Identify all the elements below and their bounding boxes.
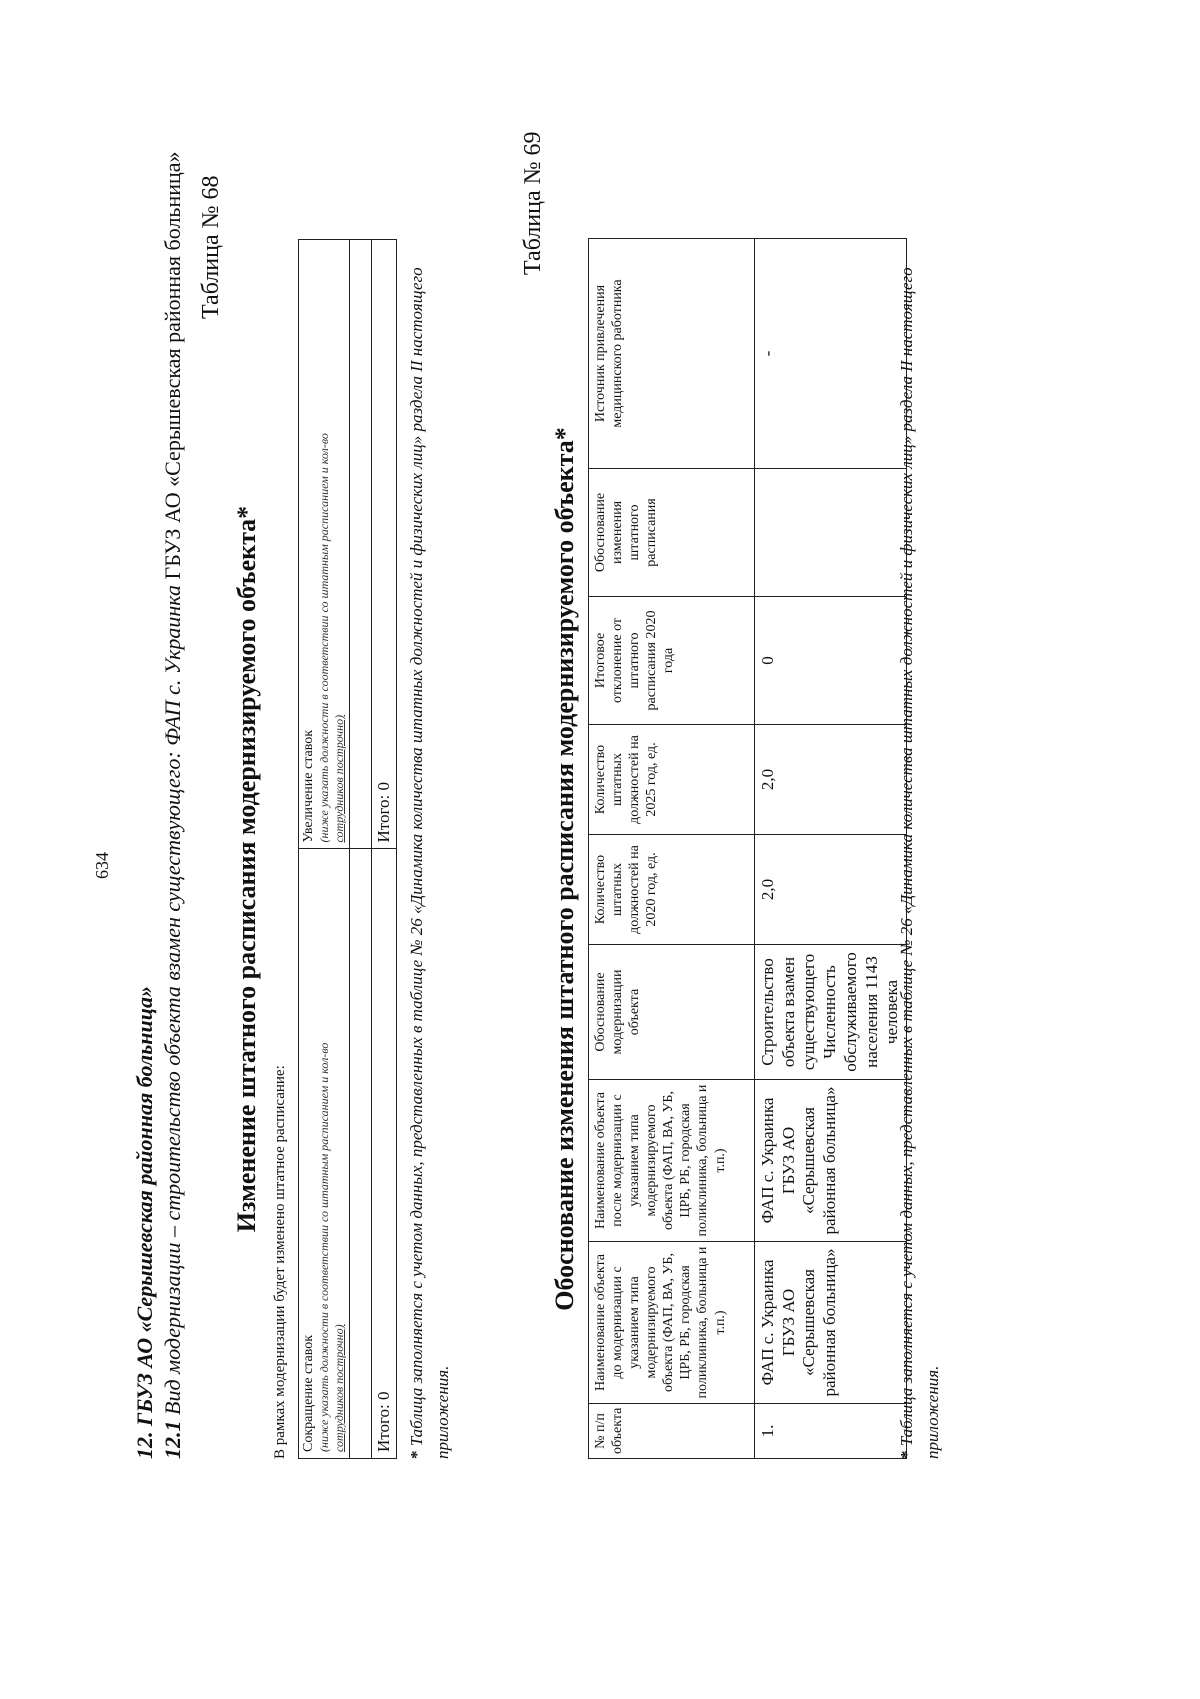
footnote-star: *: [897, 1450, 916, 1459]
header-deviation: Итоговое отклонение от штатного расписания 2020 года: [589, 597, 755, 725]
cell-object-before: ФАП с. Украинка ГБУЗ АО «Серышевская районная больница»: [755, 1242, 907, 1404]
reduction-caption: Сокращение ставок: [301, 1334, 316, 1452]
table-68-footnote: [404, 239, 457, 1459]
footnote-text: Таблица заполняется с учетом данных, представленных в таблице № 26 «Динамика количества штатных должностей и физических лиц» раздела II настоящего приложения.: [897, 267, 943, 1459]
staffing-justification-table: [588, 238, 907, 1459]
footnote-text: Таблица заполняется с учетом данных, представленных в таблице № 26 «Динамика количества штатных должностей и физических лиц» раздела II настоящего приложения.: [407, 267, 453, 1459]
cell-number: 1.: [755, 1404, 907, 1459]
table-68-label: Таблица № 68: [198, 175, 224, 319]
header-object-before: Наименование объекта до модернизации с указанием типа модернизируемого объекта (ФАП, ВА, УБ, ЦРБ, РБ, городская поликлиника, больница и т.п.): [589, 1242, 755, 1404]
increase-hint-line-2: сотрудников построчно): [332, 714, 346, 843]
table-row: [372, 240, 397, 1459]
table-68-heading: Изменение штатного расписания модернизируемого объекта*: [232, 505, 261, 1233]
increase-hint: [317, 246, 347, 843]
subsection-number: 12.1: [160, 1420, 185, 1459]
increase-hint-line-1: (ниже указать должности в соответствии со штатным расписанием и кол-во: [317, 433, 331, 843]
cell-deviation: 0: [755, 597, 907, 725]
subsection-tail: ГБУЗ АО «Серышевская районная больница»: [160, 151, 185, 580]
cell-staff-2025: 2,0: [755, 725, 907, 835]
header-number: № п/п объекта: [589, 1404, 755, 1459]
cell-worker-source: -: [755, 239, 907, 469]
header-object-after: Наименование объекта после модернизации с указанием типа модернизируемого объекта (ФАП, ВА, УБ, ЦРБ, РБ, городская поликлиника, больница и т.п.): [589, 1080, 755, 1242]
header-staff-2025: Количество штатных должностей на 2025 год, ед.: [589, 725, 755, 835]
increase-caption: Увеличение ставок: [301, 729, 316, 843]
table-row: [755, 239, 907, 1459]
increase-total: Итого: 0: [372, 240, 397, 850]
reduction-hint: [317, 856, 347, 1453]
subsection-text: Вид модернизации – строительство объекта взамен существующего:: [160, 751, 185, 1415]
table-68-intro: В рамках модернизации будет изменено штатное расписание:: [272, 1065, 288, 1459]
reduction-total: Итого: 0: [372, 849, 397, 1459]
reduction-header-cell: [299, 849, 350, 1459]
subsection-line: [160, 151, 186, 1459]
table-row: [299, 240, 350, 1459]
cell-staff-2020: 2,0: [755, 835, 907, 945]
cell-object-after: ФАП с. Украинка ГБУЗ АО «Серышевская районная больница»: [755, 1080, 907, 1242]
cell-modernization-reason: Строительство объекта взамен существующего Численность обслуживаемого населения 1143 человека: [755, 945, 907, 1080]
cell-change-reason: [755, 469, 907, 597]
footnote-star: *: [407, 1450, 426, 1459]
table-69-label: Таблица № 69: [520, 131, 546, 275]
table-cell: [350, 240, 372, 850]
increase-header-cell: [299, 240, 350, 850]
reduction-hint-line-1: (ниже указать должности в соответствии со штатным расписанием и кол-во: [317, 1042, 331, 1452]
staffing-change-table: [298, 239, 397, 1459]
section-title: 12. ГБУЗ АО «Серышевская районная больница»: [132, 986, 157, 1459]
table-cell: [350, 849, 372, 1459]
reduction-hint-line-2: сотрудников построчно): [332, 1324, 346, 1452]
page-number: 634: [92, 852, 112, 879]
header-worker-source: Источник привлечения медицинского работника: [589, 239, 755, 469]
header-modernization-reason: Обоснование модернизации объекта: [589, 945, 755, 1080]
table-header-row: [589, 239, 755, 1459]
table-69-heading: Обоснование изменения штатного расписания модернизируемого объекта*: [550, 427, 579, 1311]
table-69-footnote: [894, 239, 947, 1459]
header-change-reason: Обоснование изменения штатного расписания: [589, 469, 755, 597]
header-staff-2020: Количество штатных должностей на 2020 год, ед.: [589, 835, 755, 945]
table-row: [350, 240, 372, 1459]
subsection-object: ФАП с. Украинка: [160, 584, 185, 746]
